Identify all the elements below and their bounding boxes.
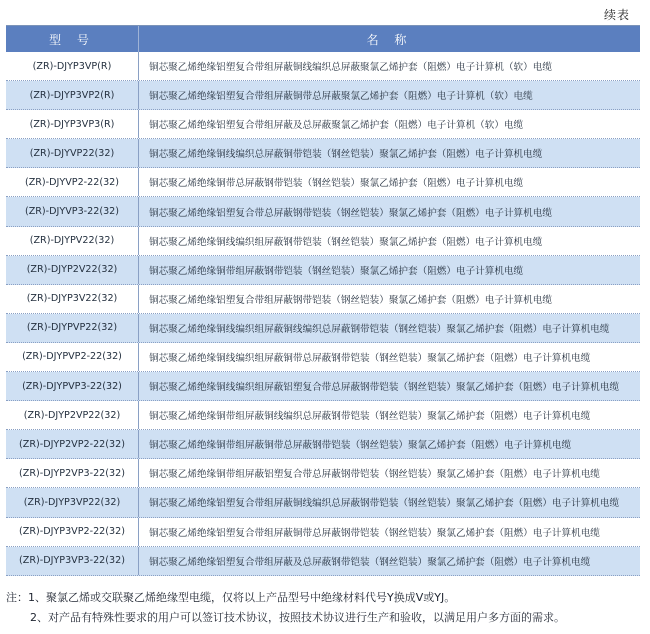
- table-row: [6, 372, 640, 401]
- name-cell: 铜芯聚乙烯绝缘铜带组屏蔽铝塑复合带总屏蔽钢带铠装（钢丝铠装）聚氯乙烯护套（阻燃）电子计算机电缆: [149, 469, 600, 481]
- name-cell: 铜芯聚乙烯绝缘铜带组屏蔽铜带总屏蔽钢带铠装（钢丝铠装）聚氯乙烯护套（阻燃）电子计算机电缆: [149, 440, 572, 452]
- name-cell: 铜芯聚乙烯绝缘铜带组屏蔽钢带铠装（钢丝铠装）聚氯乙烯护套（阻燃）电子计算机电缆: [149, 265, 524, 277]
- model-cell: (ZR)-DJYP3V22(32): [6, 285, 139, 313]
- table-row: [6, 430, 640, 459]
- name-cell: 铜芯聚乙烯绝缘铜线编织组屏蔽铜带总屏蔽钢带铠装（钢丝铠装）聚氯乙烯护套（阻燃）电子计算机电缆: [149, 352, 591, 364]
- name-cell: 铜芯聚乙烯绝缘铝塑复合带组屏蔽铜带总屏蔽聚氯乙烯护套（阻燃）电子计算机（软）电缆: [149, 91, 533, 103]
- model-cell: (ZR)-DJYP2VP22(32): [6, 401, 139, 429]
- table-row: [6, 256, 640, 285]
- table-row: [6, 110, 640, 139]
- table-row: [6, 343, 640, 372]
- table-row: [6, 81, 640, 110]
- table-row: [6, 314, 640, 343]
- name-cell: 铜芯聚乙烯绝缘铝塑复合带组屏蔽铜线编织总屏蔽聚氯乙烯护套（阻燃）电子计算机（软）电缆: [149, 62, 552, 74]
- model-cell: (ZR)-DJYVP3-22(32): [6, 197, 139, 225]
- table-row: [6, 285, 640, 314]
- name-cell: 铜芯聚乙烯绝缘铝塑复合带组屏蔽铜线编织总屏蔽钢带铠装（钢丝铠装）聚氯乙烯护套（阻燃）电子计算机电缆: [149, 498, 620, 510]
- table-row: [6, 227, 640, 256]
- name-cell: 铜芯聚乙烯绝缘铜线编织组屏蔽铝塑复合带总屏蔽钢带铠装（钢丝铠装）聚氯乙烯护套（阻燃）电子计算机电缆: [149, 382, 620, 394]
- name-cell: 铜芯聚乙烯绝缘铜线编织组屏蔽铜线编织总屏蔽钢带铠装（钢丝铠装）聚氯乙烯护套（阻燃）电子计算机电缆: [149, 323, 610, 335]
- model-cell: (ZR)-DJYP3VP22(32): [6, 488, 139, 516]
- model-cell: (ZR)-DJYP2VP3-22(32): [6, 459, 139, 487]
- model-cell: (ZR)-DJYP3VP3(R): [6, 110, 139, 138]
- name-cell: 铜芯聚乙烯绝缘铝塑复合带组屏蔽及总屏蔽聚氯乙烯护套（阻燃）电子计算机（软）电缆: [149, 120, 524, 132]
- model-cell: (ZR)-DJYP3VP2-22(32): [6, 518, 139, 546]
- table-header: [6, 26, 640, 52]
- model-cell: (ZR)-DJYP2VP2-22(32): [6, 430, 139, 458]
- model-cell: (ZR)-DJYPVP22(32): [6, 314, 139, 342]
- note-2: 2、对产品有特殊性要求的用户可以签订技术协议，按照技术协议进行生产和验收，以满足用户多方面的需求。: [30, 611, 565, 624]
- name-cell: 铜芯聚乙烯绝缘铜线编织总屏蔽铜带铠装（钢丝铠装）聚氯乙烯护套（阻燃）电子计算机电缆: [149, 149, 543, 161]
- table-row: [6, 488, 640, 517]
- model-cell: (ZR)-DJYVP2-22(32): [6, 168, 139, 196]
- table-body: [6, 52, 640, 576]
- name-cell: 铜芯聚乙烯绝缘铝塑复合带总屏蔽钢带铠装（钢丝铠装）聚氯乙烯护套（阻燃）电子计算机电缆: [149, 207, 552, 219]
- note-1: 注：1、聚氯乙烯或交联聚乙烯绝缘型电缆，仅将以上产品型号中绝缘材料代号Y换成V或YJ。: [6, 591, 456, 604]
- model-cell: (ZR)-DJYPV22(32): [6, 227, 139, 255]
- model-cell: (ZR)-DJYP3VP2(R): [6, 81, 139, 109]
- notes: [6, 588, 646, 628]
- table-row: [6, 52, 640, 81]
- model-cell: (ZR)-DJYP2V22(32): [6, 256, 139, 284]
- header-model: 型 号: [6, 26, 139, 52]
- table-row: [6, 547, 640, 576]
- name-cell: 铜芯聚乙烯绝缘铝塑复合带组屏蔽铜带总屏蔽钢带铠装（钢丝铠装）聚氯乙烯护套（阻燃）电子计算机电缆: [149, 527, 600, 539]
- table-row: [6, 401, 640, 430]
- name-cell: 铜芯聚乙烯绝缘铝塑复合带组屏蔽及总屏蔽钢带铠装（钢丝铠装）聚氯乙烯护套（阻燃）电子计算机电缆: [149, 556, 591, 568]
- table-row: [6, 197, 640, 226]
- model-cell: (ZR)-DJYVP22(32): [6, 139, 139, 167]
- name-cell: 铜芯聚乙烯绝缘铜带总屏蔽钢带铠装（钢丝铠装）聚氯乙烯护套（阻燃）电子计算机电缆: [149, 178, 524, 190]
- table-row: [6, 168, 640, 197]
- header-name: 名 称: [366, 32, 413, 47]
- model-cell: (ZR)-DJYP3VP3-22(32): [6, 547, 139, 575]
- cable-model-table: [6, 25, 640, 576]
- name-cell: 铜芯聚乙烯绝缘铜带组屏蔽铜线编织总屏蔽钢带铠装（钢丝铠装）聚氯乙烯护套（阻燃）电子计算机电缆: [149, 411, 591, 423]
- table-row: [6, 459, 640, 488]
- model-cell: (ZR)-DJYPVP2-22(32): [6, 343, 139, 371]
- table-row: [6, 139, 640, 168]
- continued-label: 续表: [603, 8, 630, 22]
- model-cell: (ZR)-DJYPVP3-22(32): [6, 372, 139, 400]
- name-cell: 铜芯聚乙烯绝缘铜线编织组屏蔽钢带铠装（钢丝铠装）聚氯乙烯护套（阻燃）电子计算机电缆: [149, 236, 543, 248]
- name-cell: 铜芯聚乙烯绝缘铝塑复合带组屏蔽钢带铠装（钢丝铠装）聚氯乙烯护套（阻燃）电子计算机电缆: [149, 294, 552, 306]
- table-row: [6, 518, 640, 547]
- model-cell: (ZR)-DJYP3VP(R): [6, 52, 139, 80]
